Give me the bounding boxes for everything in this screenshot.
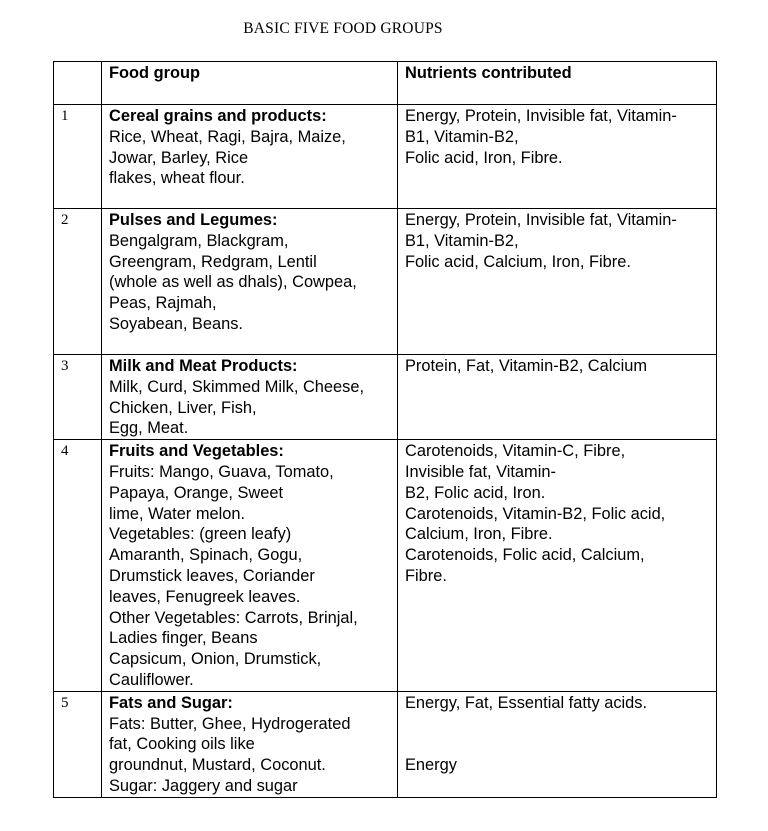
food-line: Other Vegetables: Carrots, Brinjal, xyxy=(109,608,358,627)
nutrients-cell xyxy=(398,209,717,355)
group-name: Pulses and Legumes: xyxy=(109,211,278,229)
food-line: groundnut, Mustard, Coconut. xyxy=(109,756,326,775)
food-group-cell xyxy=(102,691,398,797)
food-group-cell xyxy=(102,105,398,209)
food-line: Drumstick leaves, Coriander xyxy=(109,566,315,585)
food-line: Fats: Butter, Ghee, Hydrogerated xyxy=(109,714,351,733)
nutrient-line: Invisible fat, Vitamin- xyxy=(405,462,556,481)
spacer xyxy=(405,714,710,735)
food-line: Ladies finger, Beans xyxy=(109,629,258,648)
spacer xyxy=(405,734,710,755)
food-line: lime, Water melon. xyxy=(109,504,246,523)
table-header-row xyxy=(54,62,717,105)
food-line: Sugar: Jaggery and sugar xyxy=(109,776,298,795)
group-name: Fats and Sugar: xyxy=(109,693,233,712)
food-group-cell xyxy=(102,355,398,440)
nutrient-line: Carotenoids, Vitamin-B2, Folic acid, xyxy=(405,504,666,523)
nutrient-line: Protein, Fat, Vitamin-B2, Calcium xyxy=(405,357,648,375)
nutrients-cell xyxy=(398,691,717,797)
food-line: flakes, wheat flour. xyxy=(109,169,245,188)
group-name: Milk and Meat Products: xyxy=(109,357,298,375)
food-line: leaves, Fenugreek leaves. xyxy=(109,587,301,606)
food-line: Jowar, Barley, Rice xyxy=(109,148,249,167)
row-number: 5 xyxy=(54,691,102,797)
food-line: Greengram, Redgram, Lentil xyxy=(109,252,317,271)
header-nutrients-cell xyxy=(398,62,717,105)
food-line: Rice, Wheat, Ragi, Bajra, Maize, xyxy=(109,127,346,146)
nutrient-line: B2, Folic acid, Iron. xyxy=(405,483,546,502)
food-line: Egg, Meat. xyxy=(109,419,189,438)
header-number-cell xyxy=(54,62,102,105)
nutrient-line: Folic acid, Iron, Fibre. xyxy=(405,148,563,167)
food-line: fat, Cooking oils like xyxy=(109,735,255,754)
nutrients-cell xyxy=(398,105,717,209)
nutrient-line: Fibre. xyxy=(405,566,447,585)
header-nutrients: Nutrients contributed xyxy=(405,64,572,82)
nutrients-cell xyxy=(398,355,717,440)
page-title: BASIC FIVE FOOD GROUPS xyxy=(243,20,443,37)
nutrient-line: Energy, Protein, Invisible fat, Vitamin- xyxy=(405,107,677,125)
group-name: Cereal grains and products: xyxy=(109,107,327,125)
food-line: (whole as well as dhals), Cowpea, xyxy=(109,273,357,292)
food-line: Soyabean, Beans. xyxy=(109,314,243,333)
food-line: Amaranth, Spinach, Gogu, xyxy=(109,546,303,565)
table-row xyxy=(54,209,717,355)
header-food-group: Food group xyxy=(109,64,201,82)
food-groups-table xyxy=(53,61,717,798)
food-line: Papaya, Orange, Sweet xyxy=(109,483,284,502)
food-line: Fruits: Mango, Guava, Tomato, xyxy=(109,462,334,481)
food-line: Vegetables: (green leafy) xyxy=(109,525,292,544)
row-number: 1 xyxy=(54,105,102,209)
food-line: Capsicum, Onion, Drumstick, xyxy=(109,650,322,669)
table-row xyxy=(54,355,717,440)
group-name: Fruits and Vegetables: xyxy=(109,442,284,461)
row-number: 4 xyxy=(54,440,102,692)
nutrients-cell xyxy=(398,440,717,692)
food-line: Bengalgram, Blackgram, xyxy=(109,231,289,250)
nutrient-line: Energy, Protein, Invisible fat, Vitamin- xyxy=(405,211,677,229)
table-row xyxy=(54,105,717,209)
nutrient-line: Carotenoids, Folic acid, Calcium, xyxy=(405,546,645,565)
food-group-cell xyxy=(102,209,398,355)
nutrient-line: Energy xyxy=(405,756,457,775)
food-line: Milk, Curd, Skimmed Milk, Cheese, xyxy=(109,377,365,396)
row-number: 2 xyxy=(54,209,102,355)
nutrient-line: Energy, Fat, Essential fatty acids. xyxy=(405,693,648,712)
table-row xyxy=(54,691,717,797)
food-group-cell xyxy=(102,440,398,692)
header-food-group-cell xyxy=(102,62,398,105)
table-row xyxy=(54,440,717,692)
nutrient-line: Carotenoids, Vitamin-C, Fibre, xyxy=(405,442,626,461)
nutrient-line: Folic acid, Calcium, Iron, Fibre. xyxy=(405,252,631,271)
row-number: 3 xyxy=(54,355,102,440)
nutrient-line: Calcium, Iron, Fibre. xyxy=(405,525,553,544)
nutrient-line: B1, Vitamin-B2, xyxy=(405,127,519,146)
food-line: Cauliflower. xyxy=(109,670,194,689)
food-line: Peas, Rajmah, xyxy=(109,294,217,313)
food-line: Chicken, Liver, Fish, xyxy=(109,398,257,417)
nutrient-line: B1, Vitamin-B2, xyxy=(405,231,519,250)
